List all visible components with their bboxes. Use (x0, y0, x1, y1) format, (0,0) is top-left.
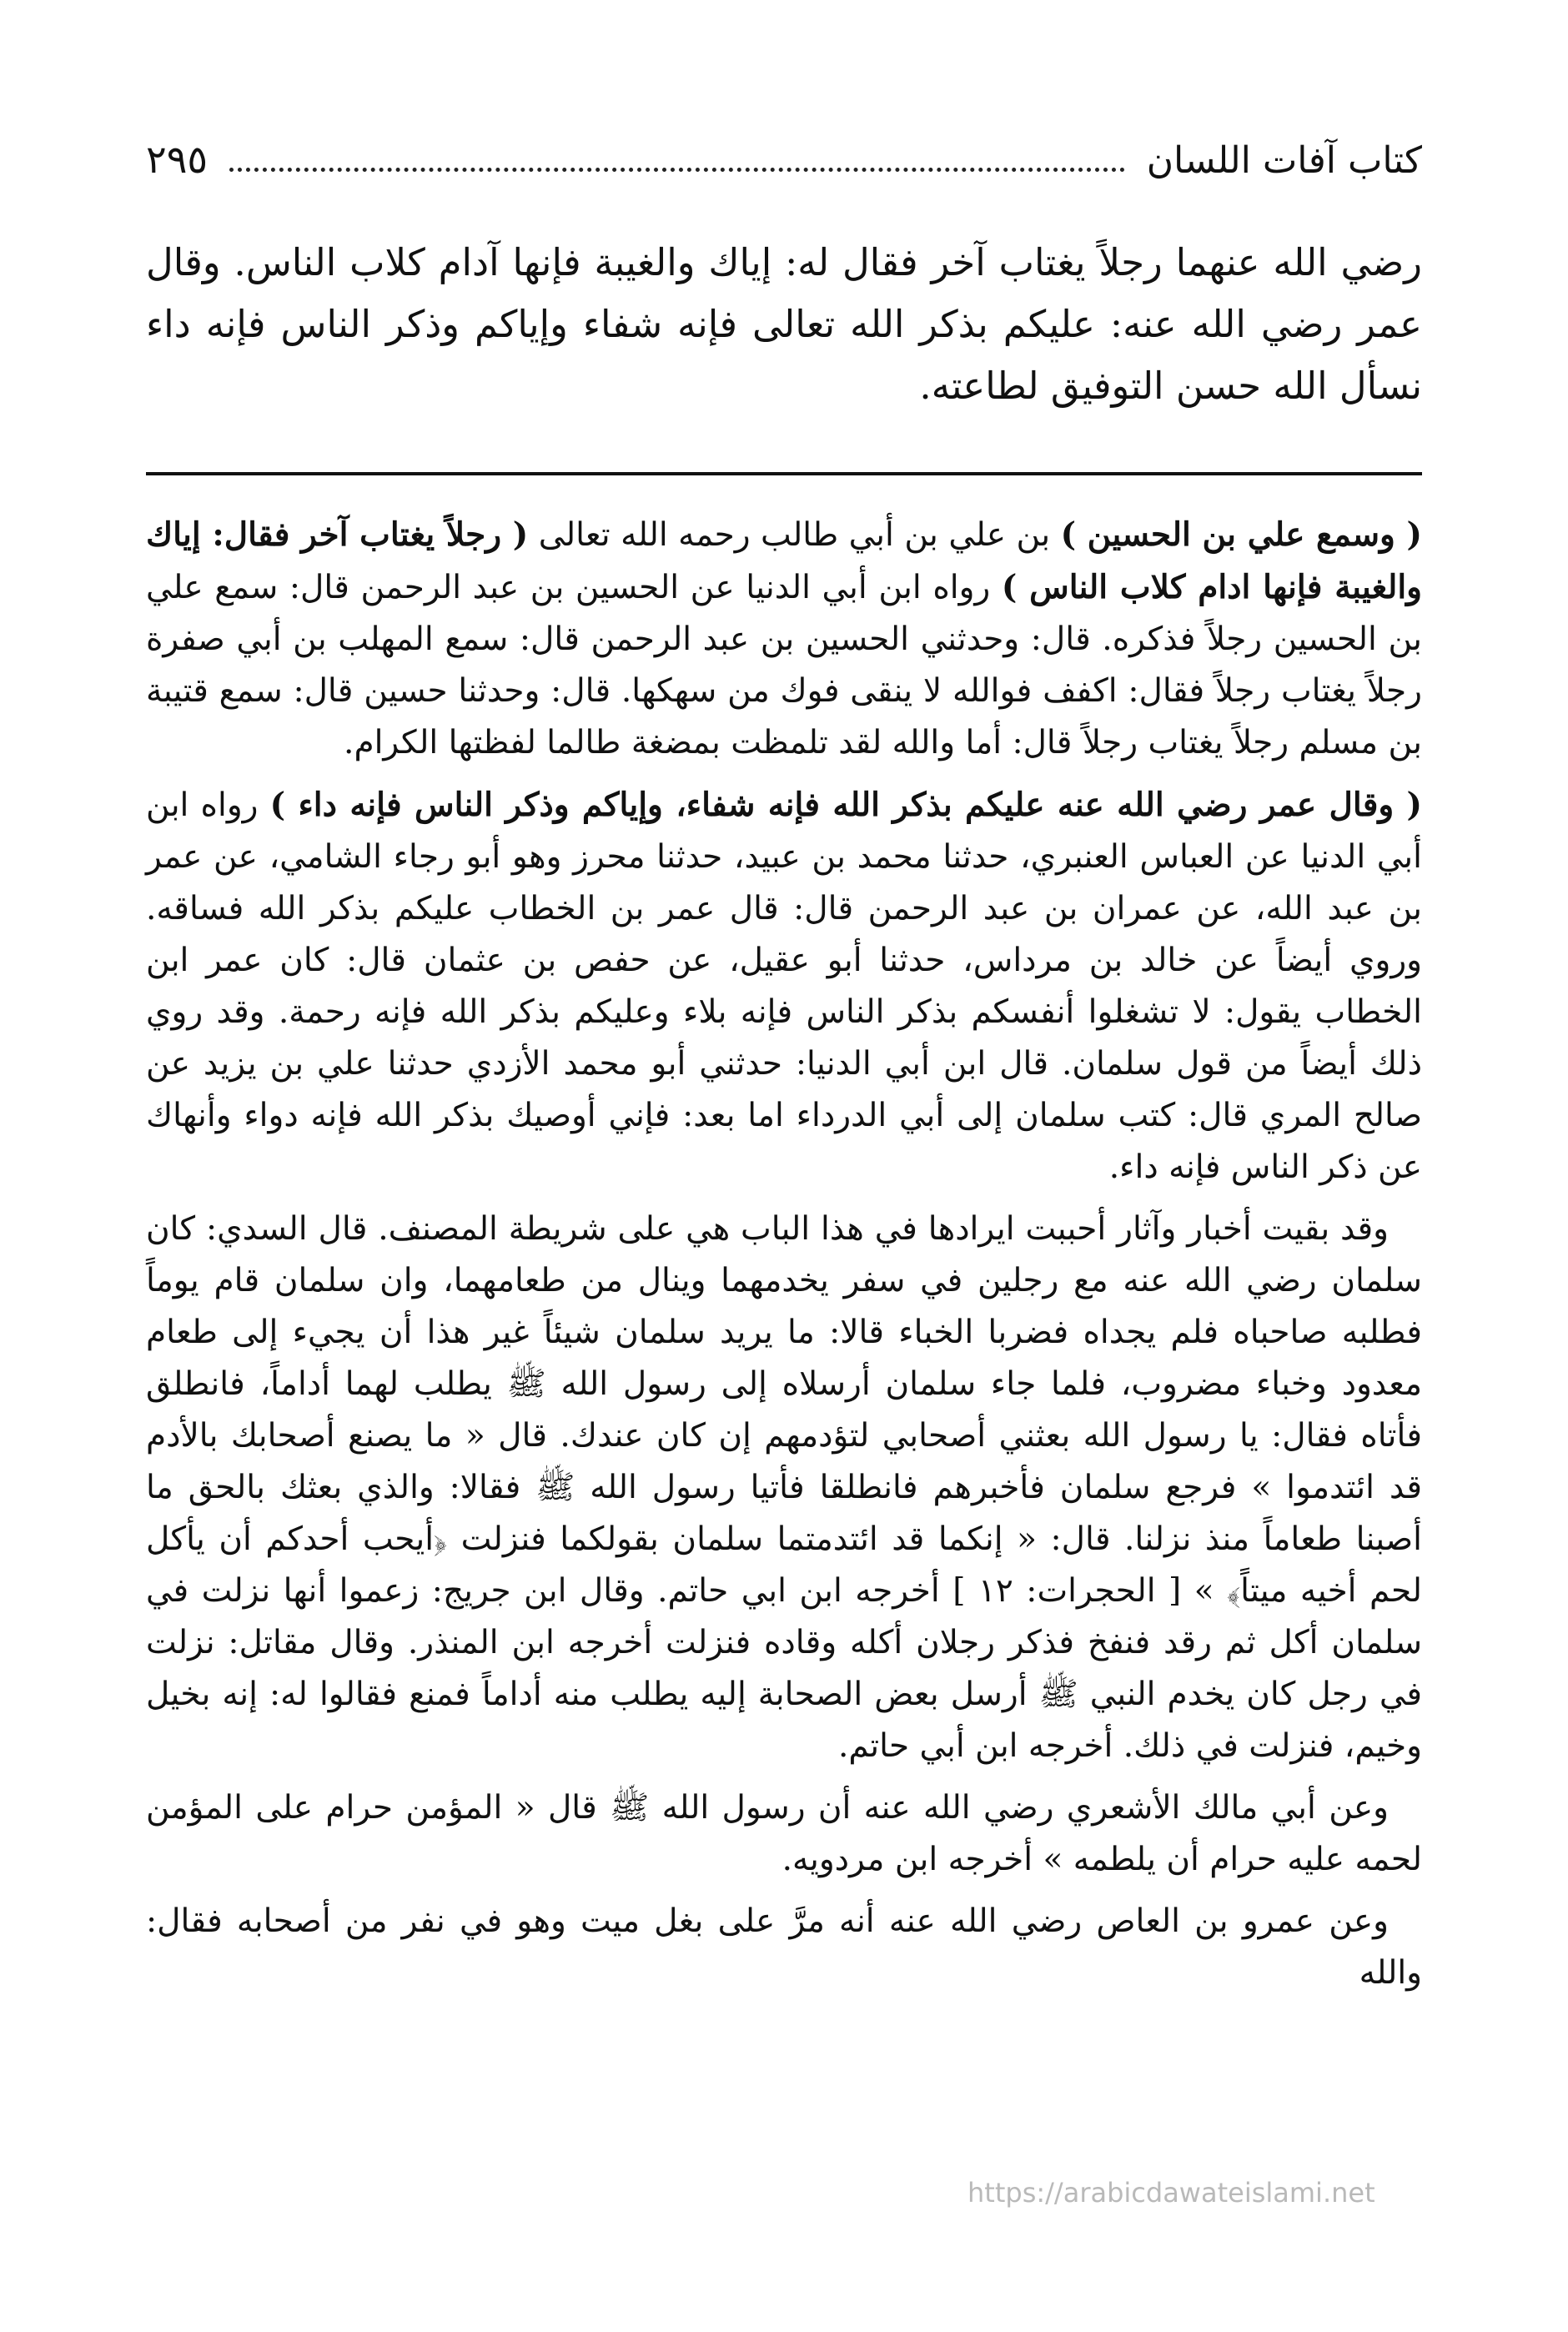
page-header (146, 123, 1422, 182)
main-text (146, 232, 1422, 417)
commentary-paragraph: وقد بقيت أخبار وآثار أحببت ايرادها في هذا الباب هي على شريطة المصنف. قال السدي: كان سلمان رضي الله عنه مع رجلين في سفر يخدمهما وينال من طعامهما، وان سلمان قام يوماً فطلبه صاحباه فلم يجداه فضربا الخباء قالا: ما يريد سلمان شيئاً غير هذا أن يجيء إلى طعام معدود وخباء مضروب، فلما جاء سلمان أرسلاه إلى رسول الله ﷺ يطلب لهما أداماً، فانطلق فأتاه فقال: يا رسول الله بعثني أصحابي لتؤدمهم إن كان عندك. قال « ما يصنع أصحابك بالأدم قد ائتدموا » فرجع سلمان فأخبرهم فانطلقا فأتيا رسول الله ﷺ فقالا: والذي بعثك بالحق ما أصبنا طعاماً منذ نزلنا. قال: « إنكما قد ائتدمتما سلمان بقولكما فنزلت ﴿أيحب أحدكم أن يأكل لحم أخيه ميتاً﴾ » [ الحجرات: ١٢ ] أخرجه ابن ابي حاتم. وقال ابن جريج: زعموا أنها نزلت في سلمان أكل ثم رقد فنفخ فذكر رجلان أكله وقاده فنزلت أخرجه ابن المنذر. وقال مقاتل: نزلت في رجل كان يخدم النبي ﷺ أرسل بعض الصحابة إليه يطلب منه أداماً فمنع فقالوا له: إنه بخيل وخيم، فنزلت في ذلك. أخرجه ابن أبي حاتم. (146, 1210, 1423, 1765)
commentary-paragraph: وعن أبي مالك الأشعري رضي الله عنه أن رسول الله ﷺ قال « المؤمن حرام على المؤمن لحمه عليه حرام أن يلطمه » أخرجه ابن مردويه. (146, 1789, 1422, 1878)
commentary-heading: ( وقال عمر رضي الله عنه عليكم بذكر الله فإنه شفاء، وإياكم وذكر الناس فإنه داء ) (269, 786, 1423, 824)
commentary-text: بن علي بن أبي طالب رحمه الله تعالى (528, 516, 1061, 554)
commentary-quote: ( رجلاً يغتاب آخر فقال: إياك والغيبة فإنها ادام كلاب الناس ) (146, 515, 1423, 606)
section-divider (146, 472, 1422, 475)
commentary-paragraph: وعن عمرو بن العاص رضي الله عنه أنه مرَّ على بغل ميت وهو في نفر من أصحابه فقال: والله (146, 1902, 1422, 1992)
page-number: ٢٩٥ (146, 137, 209, 182)
commentary-heading: ( وسمع علي بن الحسين ) (1060, 515, 1422, 554)
dot-leader (229, 167, 1125, 172)
commentary-text: رواه ابن أبي الدنيا عن العباس العنبري، حدثنا محمد بن عبيد، حدثنا محرز وهو أبو رجاء الشامي، عن عمر بن عبد الله، عن عمران بن عبد الرحمن قال: قال عمر بن الخطاب عليكم بذكر الله فساقه. وروي أيضاً عن خالد بن مرداس، حدثنا أبو عقيل، عن حفص بن عثمان قال: كان عمر ابن الخطاب يقول: لا تشغلوا أنفسكم بذكر الناس فإنه بلاء وعليكم بذكر الله فإنه رحمة. وقد روي ذلك أيضاً من قول سلمان. قال ابن أبي الدنيا: حدثني أبو محمد الأزدي حدثنا علي بن يزيد عن صالح المري قال: كتب سلمان إلى أبي الدرداء اما بعد: فإني أوصيك بذكر الله فإنه دواء وأنهاك عن ذكر الناس فإنه داء. (146, 787, 1422, 1186)
commentary-text: رواه ابن أبي الدنيا عن الحسين بن عبد الرحمن قال: سمع علي بن الحسين رجلاً فذكره. قال: وحدثني الحسين بن عبد الرحمن قال: سمع المهلب بن أبي صفرة رجلاً يغتاب رجلاً فقال: اكفف فوالله لا ينقى فوك من سهكها. قال: وحدثنا حسين قال: سمع قتيبة بن مسلم رجلاً يغتاب رجلاً قال: أما والله لقد تلمظت بمضغة طالما لفظتها الكرام. (146, 569, 1422, 761)
watermark-url: https://arabicdawateislami.net (967, 2177, 1375, 2209)
commentary-paragraph (146, 509, 1422, 769)
book-title: كتاب آفات اللسان (1146, 139, 1422, 182)
main-paragraph: رضي الله عنهما رجلاً يغتاب آخر فقال له: إياك والغيبة فإنها آدام كلاب الناس. وقال عمر رضي الله عنه: عليكم بذكر الله تعالى فإنه شفاء وإياكم وذكر الناس فإنه داء نسأل الله حسن التوفيق لطاعته. (146, 240, 1422, 408)
commentary-paragraph (146, 779, 1422, 1194)
commentary (146, 509, 1422, 2009)
